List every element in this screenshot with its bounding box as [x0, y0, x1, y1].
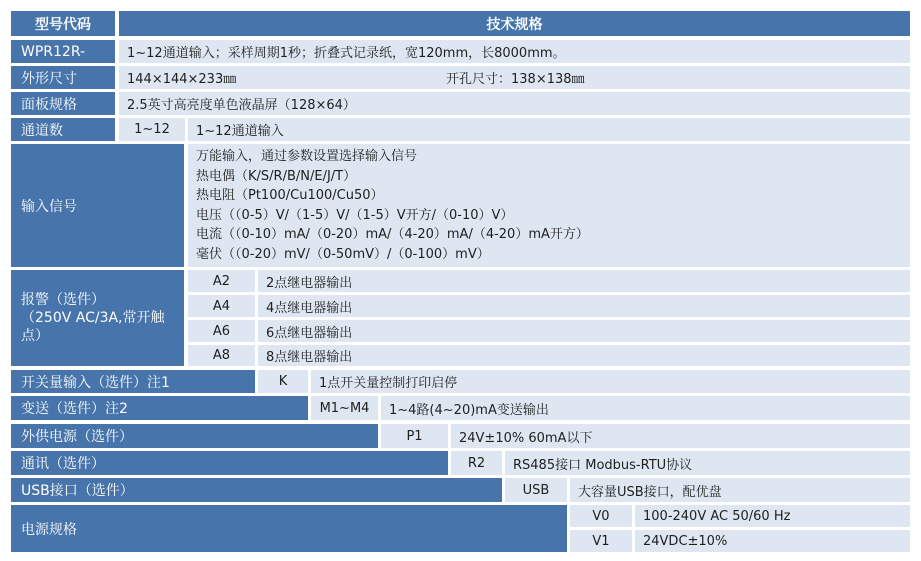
comm-text: RS485接口 Modbus-RTU协议 [505, 451, 910, 475]
input-line-millivolt: 毫伏（（0-20）mV/（0-50mV）/（0-100）mV） [196, 246, 490, 262]
model-text: 1~12通道输入；采样周期1秒；折叠式记录纸，宽120mm，长8000mm。 [119, 40, 910, 63]
alarm-label-line: 报警（选件） [21, 292, 105, 308]
size-text: 144×144×233㎜ [127, 72, 237, 87]
usb-label: USB接口（选件） [11, 478, 502, 502]
transmit-code: M1~M4 [311, 396, 378, 420]
model-label: WPR12R- [11, 40, 115, 63]
input-line-voltage: 电压（（0-5）V/（1-5）V/（1-5）V开方/（0-10）V） [196, 207, 514, 223]
alarm-text-a4: 4点继电器输出 [258, 295, 910, 317]
alarm-text-a8: 8点继电器输出 [258, 345, 910, 366]
ext-power-label: 外供电源（选件） [11, 424, 378, 448]
input-line-universal: 万能输入，通过参数设置选择输入信号 [196, 149, 418, 164]
ext-power-code: P1 [381, 424, 448, 448]
channels-text: 1~12通道输入 [188, 118, 910, 141]
input-signal-list [188, 144, 910, 267]
alarm-label-line: 点） [21, 328, 49, 344]
comm-code: R2 [451, 451, 502, 475]
alarm-text-a2: 2点继电器输出 [258, 270, 910, 292]
size-label: 外形尺寸 [11, 66, 115, 89]
cutout-text: 开孔尺寸：138×138㎜ [446, 72, 585, 87]
alarm-code-a8: A8 [188, 345, 255, 366]
header-model-code: 型号代码 [11, 11, 115, 36]
channels-code: 1~12 [119, 118, 185, 141]
power-text-v1: 24VDC±10% [635, 530, 910, 552]
header-spec: 技术规格 [119, 11, 910, 36]
input-line-current: 电流（（0-10）mA/（0-20）mA/（4-20）mA/（4-20）mA开方） [196, 227, 589, 242]
input-line-rtd: 热电阻（Pt100/Cu100/Cu50） [196, 188, 384, 203]
power-label: 电源规格 [11, 505, 567, 552]
alarm-code-a2: A2 [188, 270, 255, 292]
input-line-thermocouple: 热电偶（K/S/R/B/N/E/J/T） [196, 168, 357, 184]
switch-input-label: 开关量输入（选件）注1 [11, 370, 255, 393]
size-cell [119, 66, 910, 89]
ext-power-text: 24V±10% 60mA以下 [451, 424, 910, 448]
alarm-label-line: （250V AC/3A,常开触 [21, 310, 165, 326]
power-code-v1: V1 [570, 530, 632, 552]
panel-label: 面板规格 [11, 92, 115, 115]
power-text-v0: 100-240V AC 50/60 Hz [635, 505, 910, 527]
channels-label: 通道数 [11, 118, 115, 141]
switch-input-code: K [258, 370, 308, 393]
transmit-label: 变送（选件）注2 [11, 396, 308, 420]
alarm-code-a4: A4 [188, 295, 255, 317]
transmit-text: 1~4路(4~20)mA变送输出 [381, 396, 910, 420]
alarm-code-a6: A6 [188, 320, 255, 342]
power-code-v0: V0 [570, 505, 632, 527]
alarm-text-a6: 6点继电器输出 [258, 320, 910, 342]
alarm-label [11, 270, 184, 366]
panel-text: 2.5英寸高亮度单色液晶屏（128×64） [119, 92, 910, 115]
usb-text: 大容量USB接口，配优盘 [570, 478, 910, 502]
comm-label: 通讯（选件） [11, 451, 448, 475]
input-label: 输入信号 [11, 144, 184, 267]
switch-input-text: 1点开关量控制打印启停 [311, 370, 910, 393]
usb-code: USB [505, 478, 567, 502]
